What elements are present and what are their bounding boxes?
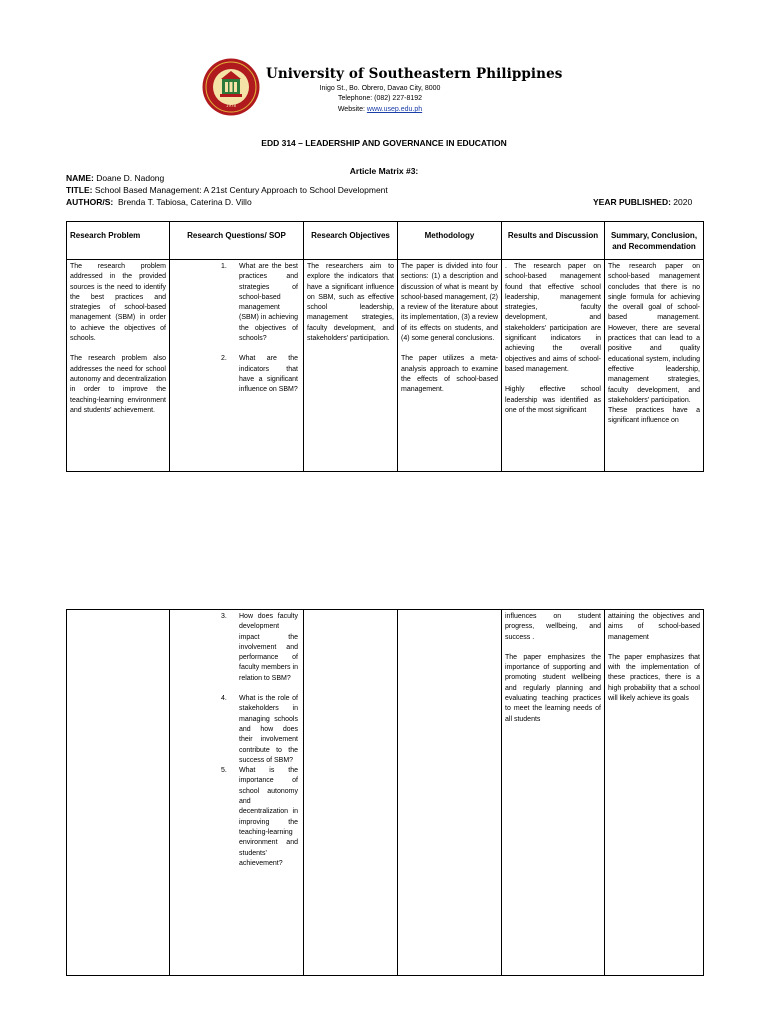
results-cell xyxy=(502,610,605,976)
research-objectives-cell xyxy=(304,610,398,976)
methodology-text: The paper utilizes a meta-analysis approach to examine the effects of school-based management. xyxy=(401,355,498,394)
research-questions-cell xyxy=(170,260,304,472)
article-matrix-table xyxy=(66,221,704,472)
list-item: 2. What are the indicators that have a significant influence on SBM? xyxy=(221,355,298,394)
course-title: EDD 314 – LEADERSHIP AND GOVERNANCE IN EDUCATION xyxy=(261,138,507,148)
results-text: . The research paper on school-based management found that effective school leadership, management strategies, faculty development, and stakeholders' participation are significant indicators in achieving the overall objectives and aims of school-based management. xyxy=(505,263,601,373)
table-row xyxy=(67,260,704,472)
meta-name: NAME: Doane D. Nadong xyxy=(66,173,165,183)
header-summary-conclusion: Summary, Conclusion, and Recommendation xyxy=(605,222,704,260)
header-research-problem: Research Problem xyxy=(67,222,170,260)
methodology-cell xyxy=(398,610,502,976)
results-text: Highly effective school leadership was identified as one of the most significant xyxy=(505,386,601,414)
research-problem-text: The research problem addressed in the provided sources is the need to identify the best practices and strategies of school-based management (SBM) in order to achieve the objectives of schools. xyxy=(70,263,166,343)
header-results-discussion: Results and Discussion xyxy=(502,222,605,260)
results-cell xyxy=(502,260,605,472)
research-problem-cell xyxy=(67,260,170,472)
summary-text: The paper emphasizes that with the implementation of these practices, there is a high probability that a school will likely achieve its goals xyxy=(608,653,700,703)
results-text: The paper emphasizes the importance of supporting and promoting student wellbeing and regularly planning and evaluating teaching practices to meet the learning needs of all students xyxy=(505,653,601,723)
research-problem-text: The research problem also addresses the need for school autonomy and decentralization in order to improve the teaching-learning environment and students' achievement. xyxy=(70,355,166,414)
university-website-link[interactable]: www.usep.edu.ph xyxy=(366,106,423,113)
meta-year-published: YEAR PUBLISHED: 2020 xyxy=(593,197,693,207)
header-research-questions: Research Questions/ SOP xyxy=(170,222,304,260)
research-questions-cell xyxy=(170,610,304,976)
university-website-line: Website: www.usep.edu.ph xyxy=(337,106,423,113)
meta-authors: AUTHOR/S: Brenda T. Tabiosa, Caterina D. Villo xyxy=(66,197,252,207)
summary-cell xyxy=(605,260,704,472)
research-problem-cell xyxy=(67,610,170,976)
university-name: University of Southeastern Philippines xyxy=(266,66,563,82)
summary-text: attaining the objectives and aims of school-based management xyxy=(608,613,700,641)
meta-title: TITLE: School Based Management: A 21st Century Approach to School Development xyxy=(66,185,388,195)
university-seal-logo xyxy=(202,58,260,116)
summary-text: The research paper on school-based management concludes that there is no single formula for achieving the overall goal of school-based management. However, there are several practices that can lead to a positive and quality educational system, including effective leadership, management strategies, faculty development, and stakeholders' participation. xyxy=(608,263,700,404)
matrix-title: Article Matrix #3: xyxy=(349,166,419,176)
research-objectives-text: The researchers aim to explore the indicators that have a significant influence on SBM, such as effective school leadership, management strategies, faculty development, and stakeholders' participation. xyxy=(307,263,394,343)
university-telephone: Telephone: (082) 227-8192 xyxy=(337,95,423,102)
methodology-text: The paper is divided into four sections: (1) a description and discussion of what is meant by school-based management, (2) a review of the literature about its implementation, (3) a review of its effects on students, and (4) some general conclusions. xyxy=(401,263,498,343)
results-text: influences on student progress, wellbeing, and success . xyxy=(505,613,601,641)
table-header-row xyxy=(67,222,704,260)
methodology-cell xyxy=(398,260,502,472)
list-item: 3. How does faculty development impact the involvement and performance of faculty members in relation to SBM? xyxy=(221,613,298,682)
research-objectives-cell xyxy=(304,260,398,472)
document-header xyxy=(0,58,768,120)
summary-cell xyxy=(605,610,704,976)
list-item: 1. What are the best practices and strategies of school-based management (SBM) in achieving the objectives of schools? xyxy=(221,263,298,343)
table-row xyxy=(67,610,704,976)
list-item: 4. What is the role of stakeholders in managing schools and how does their involvement contribute to the success of SBM? xyxy=(221,695,298,764)
article-matrix-table-continued xyxy=(66,609,704,976)
header-research-objectives: Research Objectives xyxy=(304,222,398,260)
svg-text:1978: 1978 xyxy=(225,103,237,108)
summary-text: These practices have a significant influence on xyxy=(608,407,700,425)
header-methodology: Methodology xyxy=(398,222,502,260)
university-address: Inigo St., Bo. Obrero, Davao City, 8000 xyxy=(319,85,441,92)
list-item: 5. What is the importance of school autonomy and decentralization in improving the teaching-learning environment and students' achievement? xyxy=(221,767,298,867)
